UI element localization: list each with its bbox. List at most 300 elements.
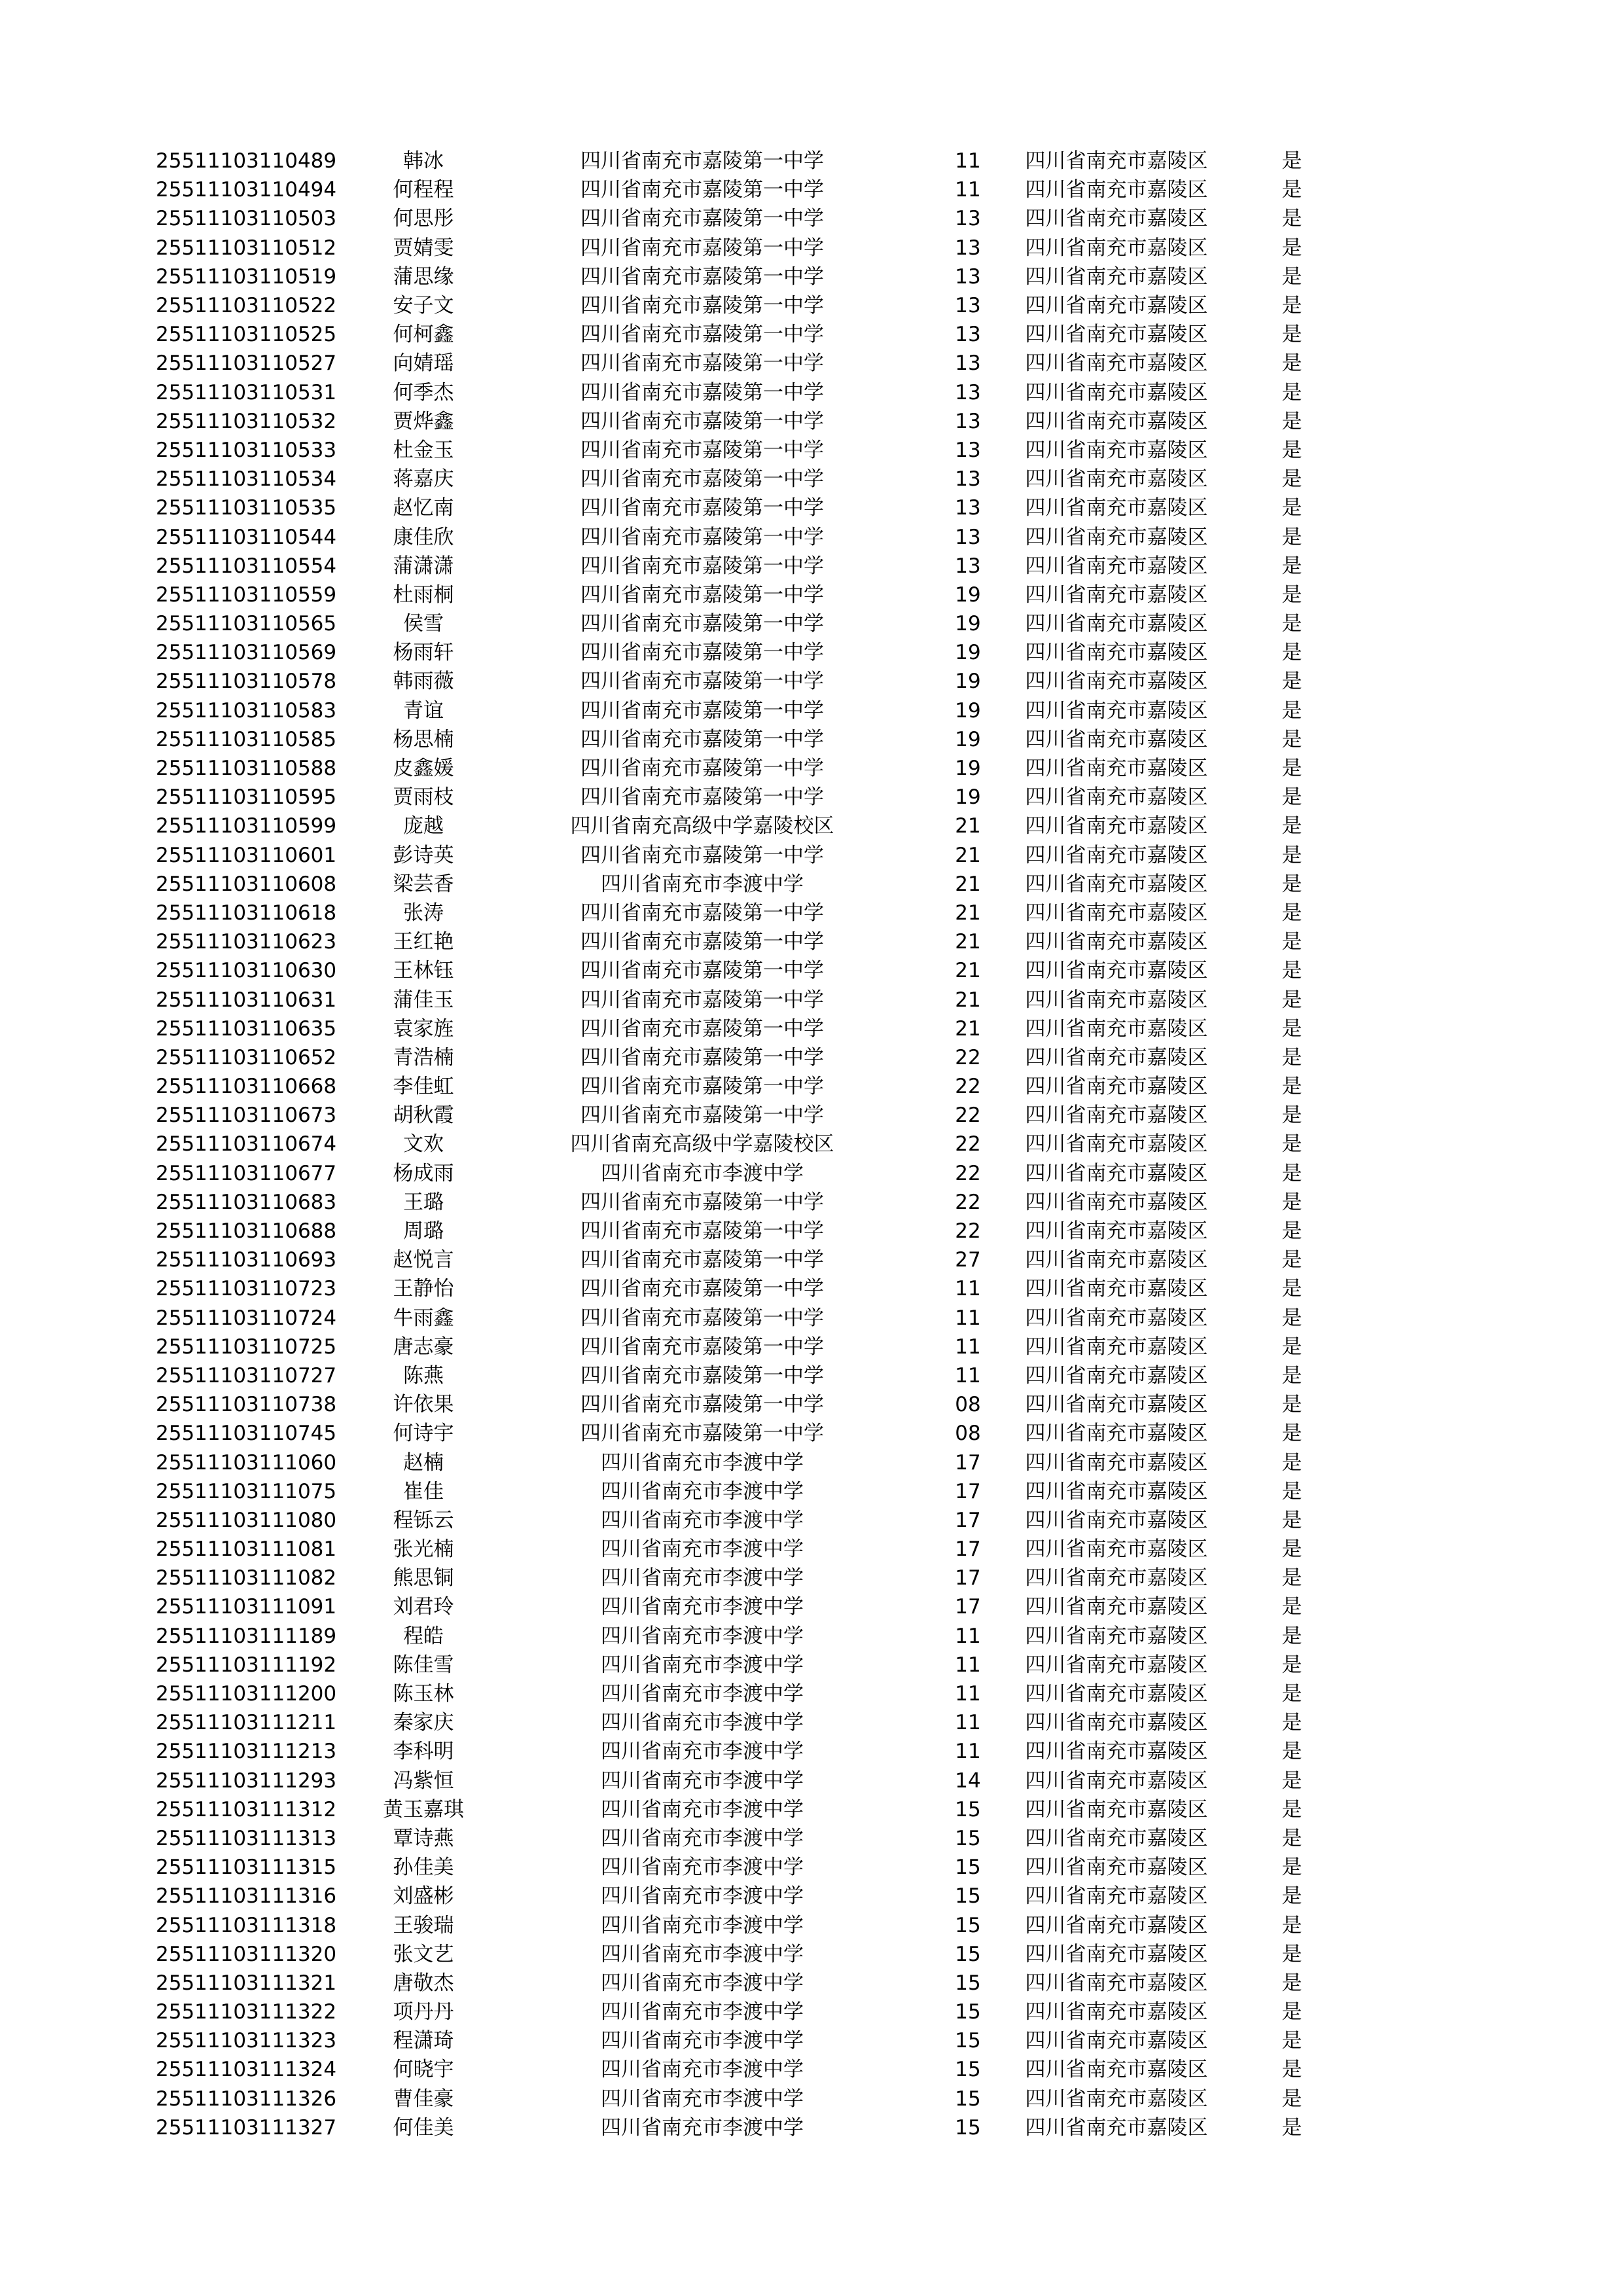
region-cell: 四川省南充市嘉陵区 [1025,1566,1208,1590]
region-cell: 四川省南充市嘉陵区 [1025,843,1208,867]
student-name-cell: 安子文 [393,294,454,318]
school-cell: 四川省南充市李渡中学 [601,1740,804,1764]
status-flag-cell: 是 [1281,988,1302,1012]
candidate-id-cell: 25511103111189 [156,1624,337,1648]
status-flag-cell: 是 [1281,2000,1302,2024]
candidate-id-cell: 25511103111326 [156,2087,337,2111]
status-flag-cell: 是 [1281,1103,1302,1128]
class-number-cell: 11 [955,1624,981,1648]
region-cell: 四川省南充市嘉陵区 [1025,1016,1208,1041]
candidate-id-cell: 25511103111060 [156,1450,337,1475]
class-number-cell: 21 [955,959,981,983]
table-row [156,1795,1363,1824]
school-cell: 四川省南充市嘉陵第一中学 [580,207,824,231]
class-number-cell: 15 [955,2115,981,2140]
candidate-id-cell: 25511103111322 [156,2000,337,2024]
table-row [156,927,1363,956]
student-name-cell: 何季杰 [393,380,454,404]
status-flag-cell: 是 [1281,727,1302,751]
class-number-cell: 11 [955,1653,981,1677]
status-flag-cell: 是 [1281,1016,1302,1041]
student-name-cell: 李佳虹 [393,1075,454,1099]
status-flag-cell: 是 [1281,1856,1302,1880]
candidate-id-cell: 25511103110727 [156,1363,337,1388]
region-cell: 四川省南充市嘉陵区 [1025,1161,1208,1185]
class-number-cell: 22 [955,1075,981,1099]
status-flag-cell: 是 [1281,323,1302,347]
status-flag-cell: 是 [1281,1132,1302,1157]
candidate-id-cell: 25511103110532 [156,409,337,433]
candidate-id-cell: 25511103110535 [156,496,337,520]
candidate-id-cell: 25511103110565 [156,612,337,636]
region-cell: 四川省南充市嘉陵区 [1025,1219,1208,1244]
candidate-id-cell: 25511103111321 [156,1971,337,1995]
class-number-cell: 11 [955,149,981,173]
candidate-id-cell: 25511103110693 [156,1248,337,1272]
region-cell: 四川省南充市嘉陵区 [1025,727,1208,751]
school-cell: 四川省南充市李渡中学 [601,2115,804,2140]
school-cell: 四川省南充市李渡中学 [601,1797,804,1821]
student-name-cell: 贾婧雯 [393,236,454,260]
student-name-cell: 胡秋霞 [393,1103,454,1128]
student-name-cell: 文欢 [403,1132,444,1157]
school-cell: 四川省南充市嘉陵第一中学 [580,1190,824,1214]
class-number-cell: 22 [955,1103,981,1128]
student-name-cell: 何佳美 [393,2115,454,2140]
table-row [156,522,1363,551]
school-cell: 四川省南充市嘉陵第一中学 [580,1422,824,1446]
region-cell: 四川省南充市嘉陵区 [1025,1653,1208,1677]
class-number-cell: 21 [955,872,981,896]
region-cell: 四川省南充市嘉陵区 [1025,1450,1208,1475]
region-cell: 四川省南充市嘉陵区 [1025,294,1208,318]
candidate-id-cell: 25511103111192 [156,1653,337,1677]
table-row [156,1737,1363,1766]
table-row [156,465,1363,493]
region-cell: 四川省南充市嘉陵区 [1025,1826,1208,1850]
region-cell: 四川省南充市嘉陵区 [1025,872,1208,896]
class-number-cell: 17 [955,1479,981,1503]
candidate-id-cell: 25511103110683 [156,1190,337,1214]
school-cell: 四川省南充市嘉陵第一中学 [580,727,824,751]
region-cell: 四川省南充市嘉陵区 [1025,380,1208,404]
candidate-id-cell: 25511103110583 [156,698,337,723]
table-row [156,2055,1363,2084]
status-flag-cell: 是 [1281,2115,1302,2140]
school-cell: 四川省南充市嘉陵第一中学 [580,467,824,492]
table-row [156,147,1363,175]
status-flag-cell: 是 [1281,1248,1302,1272]
student-name-cell: 唐敬杰 [393,1971,454,1995]
student-name-cell: 张文艺 [393,1942,454,1966]
student-name-cell: 蒲潇潇 [393,554,454,578]
table-row [156,1506,1363,1535]
student-name-cell: 杜金玉 [393,438,454,462]
class-number-cell: 17 [955,1595,981,1619]
table-row [156,1072,1363,1101]
school-cell: 四川省南充市李渡中学 [601,1768,804,1793]
class-number-cell: 15 [955,2058,981,2082]
table-row [156,1390,1363,1419]
table-row [156,2113,1363,2142]
table-row [156,1564,1363,1592]
candidate-id-cell: 25511103110525 [156,323,337,347]
candidate-id-cell: 25511103110544 [156,525,337,549]
student-name-cell: 赵悦言 [393,1248,454,1272]
student-name-cell: 王红艳 [393,930,454,954]
student-name-cell: 程铄云 [393,1508,454,1532]
school-cell: 四川省南充市李渡中学 [601,1884,804,1909]
student-name-cell: 王璐 [403,1190,444,1214]
candidate-id-cell: 25511103110494 [156,178,337,202]
candidate-id-cell: 25511103110489 [156,149,337,173]
table-row [156,1419,1363,1448]
school-cell: 四川省南充市嘉陵第一中学 [580,496,824,520]
table-row [156,262,1363,291]
student-name-cell: 韩冰 [403,149,444,173]
table-row [156,754,1363,783]
student-name-cell: 张涛 [403,901,444,925]
student-name-cell: 蒲思缘 [393,264,454,289]
class-number-cell: 13 [955,496,981,520]
table-row [156,1651,1363,1679]
school-cell: 四川省南充市嘉陵第一中学 [580,1335,824,1359]
table-row [156,1188,1363,1217]
candidate-id-cell: 25511103110673 [156,1103,337,1128]
status-flag-cell: 是 [1281,1190,1302,1214]
class-number-cell: 08 [955,1393,981,1417]
school-cell: 四川省南充市李渡中学 [601,2087,804,2111]
region-cell: 四川省南充市嘉陵区 [1025,1595,1208,1619]
class-number-cell: 11 [955,178,981,202]
candidate-id-cell: 25511103111313 [156,1826,337,1850]
candidate-id-cell: 25511103111211 [156,1711,337,1735]
table-row [156,1824,1363,1853]
status-flag-cell: 是 [1281,2058,1302,2082]
student-name-cell: 杨思楠 [393,727,454,751]
class-number-cell: 15 [955,2029,981,2053]
candidate-id-cell: 25511103110677 [156,1161,337,1185]
class-number-cell: 22 [955,1190,981,1214]
region-cell: 四川省南充市嘉陵区 [1025,467,1208,492]
candidate-id-cell: 25511103111312 [156,1797,337,1821]
table-row [156,985,1363,1014]
school-cell: 四川省南充市嘉陵第一中学 [580,1045,824,1069]
class-number-cell: 22 [955,1045,981,1069]
school-cell: 四川省南充市李渡中学 [601,872,804,896]
region-cell: 四川省南充市嘉陵区 [1025,2087,1208,2111]
region-cell: 四川省南充市嘉陵区 [1025,959,1208,983]
student-name-cell: 庞越 [403,814,444,838]
status-flag-cell: 是 [1281,1797,1302,1821]
student-name-cell: 黄玉嘉琪 [383,1797,464,1821]
status-flag-cell: 是 [1281,1306,1302,1330]
table-row [156,349,1363,378]
candidate-id-cell: 25511103110578 [156,670,337,694]
candidate-id-cell: 25511103111081 [156,1537,337,1562]
region-cell: 四川省南充市嘉陵区 [1025,757,1208,781]
candidate-id-cell: 25511103110585 [156,727,337,751]
status-flag-cell: 是 [1281,1363,1302,1388]
school-cell: 四川省南充市李渡中学 [601,1826,804,1850]
region-cell: 四川省南充市嘉陵区 [1025,323,1208,347]
student-name-cell: 陈玉林 [393,1682,454,1706]
student-name-cell: 周璐 [403,1219,444,1244]
student-name-cell: 程皓 [403,1624,444,1648]
region-cell: 四川省南充市嘉陵区 [1025,207,1208,231]
school-cell: 四川省南充市嘉陵第一中学 [580,323,824,347]
status-flag-cell: 是 [1281,1740,1302,1764]
class-number-cell: 17 [955,1566,981,1590]
region-cell: 四川省南充市嘉陵区 [1025,554,1208,578]
class-number-cell: 11 [955,1682,981,1706]
student-name-cell: 杨成雨 [393,1161,454,1185]
status-flag-cell: 是 [1281,207,1302,231]
school-cell: 四川省南充市嘉陵第一中学 [580,264,824,289]
student-name-cell: 青谊 [403,698,444,723]
region-cell: 四川省南充市嘉陵区 [1025,1190,1208,1214]
region-cell: 四川省南充市嘉陵区 [1025,1248,1208,1272]
class-number-cell: 15 [955,1797,981,1821]
candidate-id-cell: 25511103110554 [156,554,337,578]
status-flag-cell: 是 [1281,1335,1302,1359]
table-row [156,899,1363,927]
status-flag-cell: 是 [1281,1711,1302,1735]
region-cell: 四川省南充市嘉陵区 [1025,1393,1208,1417]
school-cell: 四川省南充市嘉陵第一中学 [580,236,824,260]
class-number-cell: 11 [955,1335,981,1359]
class-number-cell: 19 [955,641,981,665]
class-number-cell: 19 [955,612,981,636]
table-row [156,609,1363,638]
student-name-cell: 陈燕 [403,1363,444,1388]
class-number-cell: 13 [955,236,981,260]
status-flag-cell: 是 [1281,959,1302,983]
class-number-cell: 19 [955,785,981,810]
student-name-cell: 王骏瑞 [393,1913,454,1937]
table-row [156,1304,1363,1333]
candidate-id-cell: 25511103110745 [156,1422,337,1446]
status-flag-cell: 是 [1281,1913,1302,1937]
table-row [156,1333,1363,1361]
region-cell: 四川省南充市嘉陵区 [1025,1363,1208,1388]
table-row [156,1853,1363,1882]
status-flag-cell: 是 [1281,641,1302,665]
student-name-cell: 青浩楠 [393,1045,454,1069]
student-name-cell: 秦家庆 [393,1711,454,1735]
region-cell: 四川省南充市嘉陵区 [1025,1971,1208,1995]
status-flag-cell: 是 [1281,1479,1302,1503]
candidate-id-cell: 25511103111315 [156,1856,337,1880]
status-flag-cell: 是 [1281,351,1302,376]
school-cell: 四川省南充市嘉陵第一中学 [580,641,824,665]
region-cell: 四川省南充市嘉陵区 [1025,785,1208,810]
school-cell: 四川省南充市李渡中学 [601,1971,804,1995]
status-flag-cell: 是 [1281,1045,1302,1069]
status-flag-cell: 是 [1281,814,1302,838]
school-cell: 四川省南充市嘉陵第一中学 [580,380,824,404]
student-name-cell: 何柯鑫 [393,323,454,347]
table-row [156,1448,1363,1477]
table-row [156,812,1363,840]
class-number-cell: 13 [955,351,981,376]
school-cell: 四川省南充市嘉陵第一中学 [580,1306,824,1330]
region-cell: 四川省南充市嘉陵区 [1025,1942,1208,1966]
status-flag-cell: 是 [1281,1768,1302,1793]
class-number-cell: 15 [955,1826,981,1850]
table-row [156,638,1363,667]
class-number-cell: 22 [955,1161,981,1185]
school-cell: 四川省南充市嘉陵第一中学 [580,554,824,578]
class-number-cell: 17 [955,1537,981,1562]
school-cell: 四川省南充市李渡中学 [601,1711,804,1735]
class-number-cell: 19 [955,727,981,751]
status-flag-cell: 是 [1281,843,1302,867]
region-cell: 四川省南充市嘉陵区 [1025,351,1208,376]
table-row [156,1246,1363,1274]
candidate-id-cell: 25511103110635 [156,1016,337,1041]
class-number-cell: 13 [955,467,981,492]
candidate-id-cell: 25511103111091 [156,1595,337,1619]
region-cell: 四川省南充市嘉陵区 [1025,1768,1208,1793]
school-cell: 四川省南充市李渡中学 [601,1624,804,1648]
region-cell: 四川省南充市嘉陵区 [1025,1306,1208,1330]
region-cell: 四川省南充市嘉陵区 [1025,264,1208,289]
candidate-id-cell: 25511103110595 [156,785,337,810]
school-cell: 四川省南充市嘉陵第一中学 [580,612,824,636]
table-row [156,1101,1363,1130]
region-cell: 四川省南充市嘉陵区 [1025,2000,1208,2024]
table-row [156,841,1363,870]
student-roster-table [156,147,1363,2142]
class-number-cell: 11 [955,1306,981,1330]
table-row [156,1130,1363,1158]
table-row [156,1940,1363,1969]
student-name-cell: 贾雨枝 [393,785,454,810]
status-flag-cell: 是 [1281,1219,1302,1244]
school-cell: 四川省南充市李渡中学 [601,1856,804,1880]
student-name-cell: 李科明 [393,1740,454,1764]
region-cell: 四川省南充市嘉陵区 [1025,438,1208,462]
student-name-cell: 张光楠 [393,1537,454,1562]
school-cell: 四川省南充市嘉陵第一中学 [580,409,824,433]
class-number-cell: 21 [955,814,981,838]
student-name-cell: 杜雨桐 [393,583,454,607]
student-name-cell: 陈佳雪 [393,1653,454,1677]
class-number-cell: 13 [955,323,981,347]
candidate-id-cell: 25511103110522 [156,294,337,318]
table-row [156,956,1363,985]
status-flag-cell: 是 [1281,438,1302,462]
school-cell: 四川省南充市嘉陵第一中学 [580,785,824,810]
student-name-cell: 许依果 [393,1393,454,1417]
student-name-cell: 熊思铜 [393,1566,454,1590]
table-row [156,1535,1363,1564]
table-row [156,696,1363,725]
school-cell: 四川省南充市嘉陵第一中学 [580,843,824,867]
student-name-cell: 牛雨鑫 [393,1306,454,1330]
class-number-cell: 11 [955,1363,981,1388]
class-number-cell: 15 [955,1942,981,1966]
region-cell: 四川省南充市嘉陵区 [1025,1335,1208,1359]
class-number-cell: 21 [955,930,981,954]
student-name-cell: 刘君玲 [393,1595,454,1619]
school-cell: 四川省南充市李渡中学 [601,2029,804,2053]
table-row [156,725,1363,754]
candidate-id-cell: 25511103110723 [156,1277,337,1301]
region-cell: 四川省南充市嘉陵区 [1025,1103,1208,1128]
status-flag-cell: 是 [1281,757,1302,781]
table-row [156,204,1363,233]
status-flag-cell: 是 [1281,901,1302,925]
school-cell: 四川省南充市嘉陵第一中学 [580,438,824,462]
region-cell: 四川省南充市嘉陵区 [1025,1508,1208,1532]
school-cell: 四川省南充市李渡中学 [601,1566,804,1590]
status-flag-cell: 是 [1281,1942,1302,1966]
region-cell: 四川省南充市嘉陵区 [1025,2115,1208,2140]
school-cell: 四川省南充市嘉陵第一中学 [580,178,824,202]
region-cell: 四川省南充市嘉陵区 [1025,1856,1208,1880]
region-cell: 四川省南充市嘉陵区 [1025,1711,1208,1735]
region-cell: 四川省南充市嘉陵区 [1025,1132,1208,1157]
school-cell: 四川省南充市李渡中学 [601,1479,804,1503]
school-cell: 四川省南充高级中学嘉陵校区 [570,1132,834,1157]
region-cell: 四川省南充市嘉陵区 [1025,1884,1208,1909]
table-row [156,870,1363,899]
status-flag-cell: 是 [1281,178,1302,202]
class-number-cell: 27 [955,1248,981,1272]
status-flag-cell: 是 [1281,409,1302,433]
candidate-id-cell: 25511103110512 [156,236,337,260]
status-flag-cell: 是 [1281,1537,1302,1562]
table-row [156,1217,1363,1246]
status-flag-cell: 是 [1281,1393,1302,1417]
candidate-id-cell: 25511103111327 [156,2115,337,2140]
class-number-cell: 22 [955,1219,981,1244]
candidate-id-cell: 25511103110668 [156,1075,337,1099]
class-number-cell: 11 [955,1740,981,1764]
class-number-cell: 13 [955,409,981,433]
class-number-cell: 15 [955,2087,981,2111]
candidate-id-cell: 25511103110527 [156,351,337,376]
status-flag-cell: 是 [1281,1624,1302,1648]
school-cell: 四川省南充市嘉陵第一中学 [580,959,824,983]
status-flag-cell: 是 [1281,149,1302,173]
candidate-id-cell: 25511103110725 [156,1335,337,1359]
region-cell: 四川省南充市嘉陵区 [1025,409,1208,433]
student-name-cell: 何诗宇 [393,1422,454,1446]
school-cell: 四川省南充市李渡中学 [601,1682,804,1706]
table-row [156,1882,1363,1910]
candidate-id-cell: 25511103110601 [156,843,337,867]
student-name-cell: 崔佳 [403,1479,444,1503]
class-number-cell: 13 [955,380,981,404]
candidate-id-cell: 25511103111318 [156,1913,337,1937]
student-name-cell: 赵忆南 [393,496,454,520]
student-name-cell: 何思彤 [393,207,454,231]
table-row [156,1043,1363,1072]
class-number-cell: 17 [955,1450,981,1475]
region-cell: 四川省南充市嘉陵区 [1025,988,1208,1012]
region-cell: 四川省南充市嘉陵区 [1025,1913,1208,1937]
roster-body [156,147,1363,2142]
region-cell: 四川省南充市嘉陵区 [1025,930,1208,954]
table-row [156,2085,1363,2113]
status-flag-cell: 是 [1281,1075,1302,1099]
candidate-id-cell: 25511103110738 [156,1393,337,1417]
candidate-id-cell: 25511103110599 [156,814,337,838]
candidate-id-cell: 25511103111323 [156,2029,337,2053]
